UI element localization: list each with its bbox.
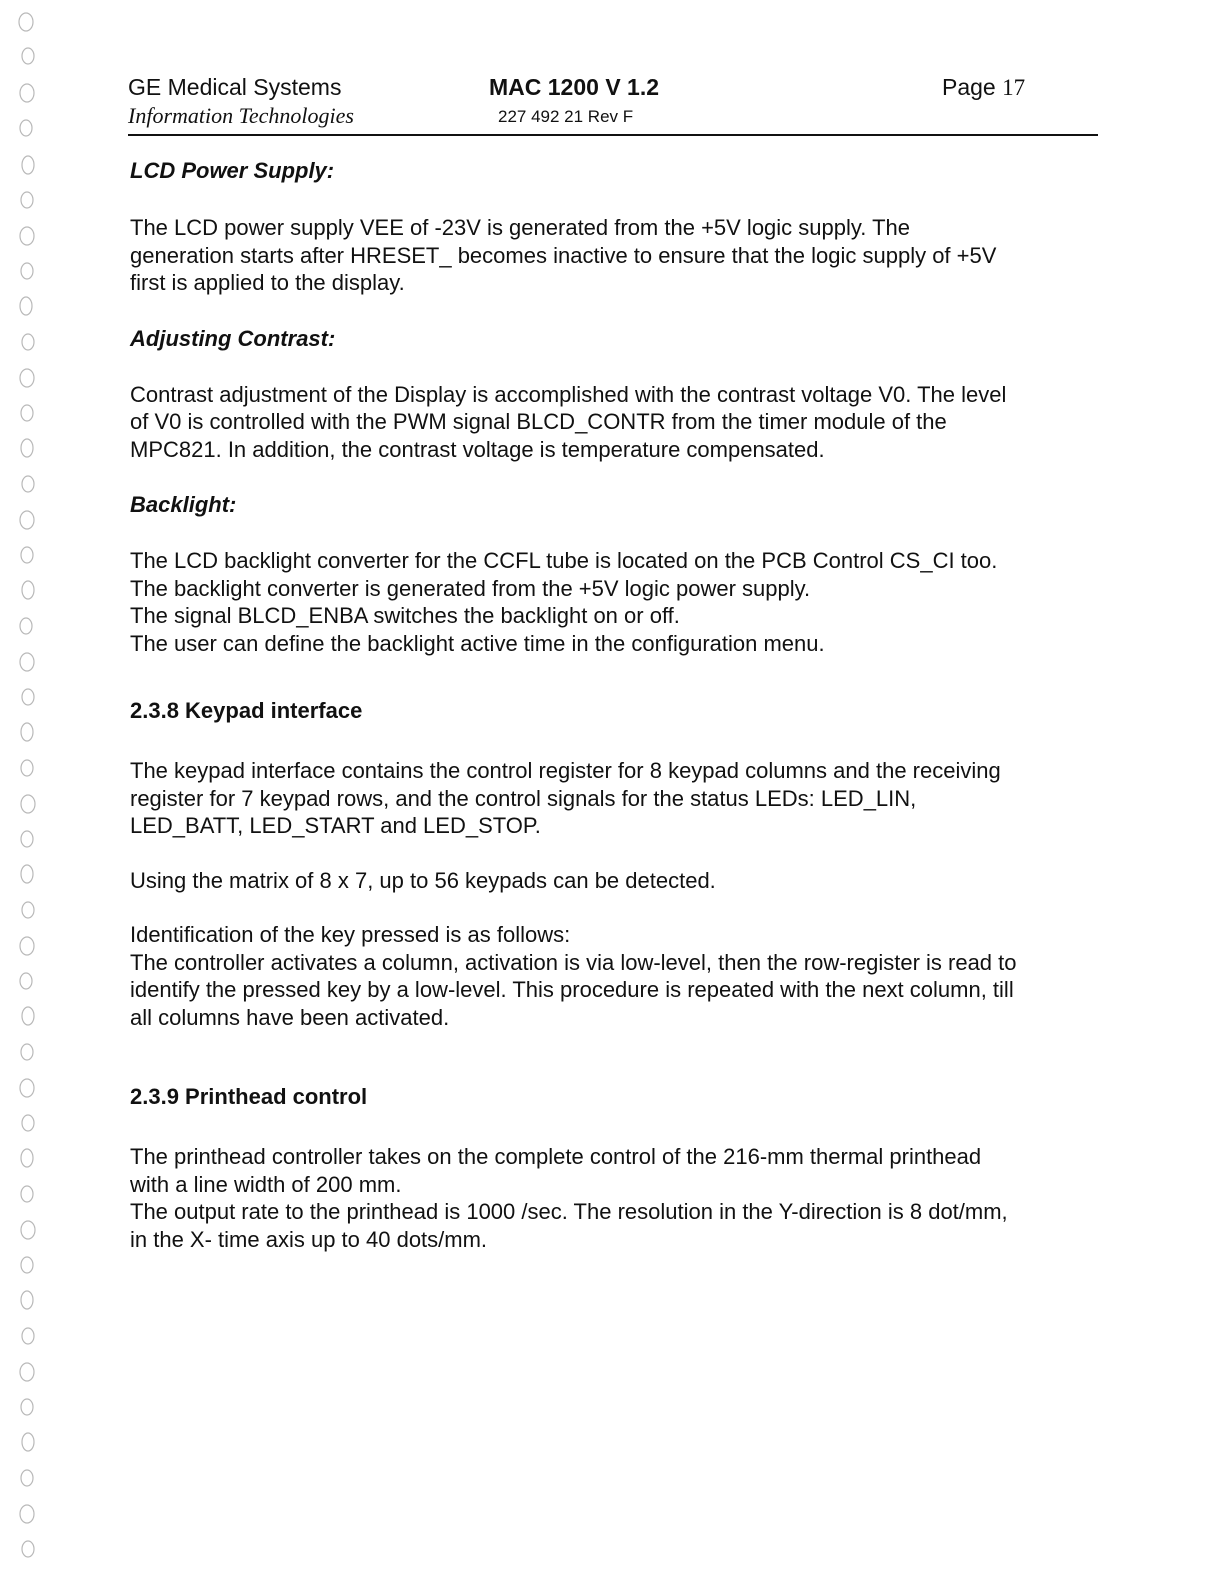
page-label: Page bbox=[942, 74, 996, 100]
paragraph-lcd-power-supply bbox=[130, 214, 1115, 297]
paragraph-keypad-matrix bbox=[130, 867, 1115, 895]
section-heading-backlight: Backlight: bbox=[130, 492, 237, 517]
text-line: The user can define the backlight active time in the configuration menu. bbox=[130, 630, 825, 656]
text-line: The LCD power supply VEE of -23V is generated from the +5V logic supply. The bbox=[130, 215, 910, 240]
page-body bbox=[130, 157, 1115, 1253]
text-line: The output rate to the printhead is 1000 /sec. The resolution in the Y-direction is 8 dot/mm, bbox=[130, 1199, 1008, 1224]
section-heading-keypad-interface: 2.3.8 Keypad interface bbox=[130, 698, 363, 723]
paragraph-printhead-control bbox=[130, 1143, 1115, 1253]
paragraph-key-identification bbox=[130, 921, 1115, 1031]
page-header bbox=[128, 72, 1098, 136]
text-line: Using the matrix of 8 x 7, up to 56 keypads can be detected. bbox=[130, 867, 716, 893]
text-line: Contrast adjustment of the Display is accomplished with the contrast voltage V0. The level bbox=[130, 381, 1007, 407]
text-line: The keypad interface contains the control register for 8 keypad columns and the receiving bbox=[130, 758, 1001, 783]
company-name: GE Medical Systems bbox=[128, 74, 342, 100]
section-heading-printhead-control: 2.3.9 Printhead control bbox=[130, 1084, 368, 1109]
text-line: LED_BATT, LED_START and LED_STOP. bbox=[130, 813, 541, 838]
page-number: 17 bbox=[1002, 75, 1026, 100]
division-name: Information Technologies bbox=[128, 103, 354, 128]
text-line: Identification of the key pressed is as follows: bbox=[130, 922, 571, 947]
text-line: The LCD backlight converter for the CCFL tube is located on the PCB Control CS_CI too. bbox=[130, 548, 998, 573]
text-line: The controller activates a column, activation is via low-level, then the row-register is read to bbox=[130, 949, 1017, 975]
text-line: MPC821. In addition, the contrast voltage is temperature compensated. bbox=[130, 436, 825, 462]
text-line: of V0 is controlled with the PWM signal BLCD_CONTR from the timer module of the bbox=[130, 409, 947, 434]
document-title: MAC 1200 V 1.2 bbox=[489, 74, 660, 100]
text-line: in the X- time axis up to 40 dots/mm. bbox=[130, 1226, 488, 1252]
paragraph-backlight bbox=[130, 547, 1115, 657]
text-line: The backlight converter is generated from the +5V logic power supply. bbox=[130, 575, 811, 601]
text-line: The signal BLCD_ENBA switches the backlight on or off. bbox=[130, 603, 680, 628]
document-number: 227 492 21 Rev F bbox=[498, 107, 634, 126]
text-line: identify the pressed key by a low-level. This procedure is repeated with the next column, till bbox=[130, 977, 1014, 1002]
text-line: all columns have been activated. bbox=[130, 1004, 450, 1030]
paragraph-adjusting-contrast bbox=[130, 381, 1115, 464]
page-indicator bbox=[942, 74, 1025, 101]
text-line: first is applied to the display. bbox=[130, 270, 405, 295]
paragraph-keypad-interface bbox=[130, 757, 1115, 840]
text-line: generation starts after HRESET_ becomes inactive to ensure that the logic supply of +5V bbox=[130, 242, 997, 268]
text-line: register for 7 keypad rows, and the control signals for the status LEDs: LED_LIN, bbox=[130, 785, 917, 811]
text-line: with a line width of 200 mm. bbox=[130, 1171, 402, 1197]
text-line: The printhead controller takes on the complete control of the 216-mm thermal printhead bbox=[130, 1144, 982, 1169]
section-heading-lcd-power-supply: LCD Power Supply: bbox=[130, 158, 335, 183]
section-heading-adjusting-contrast: Adjusting Contrast: bbox=[130, 325, 336, 351]
binder-holes-artifact bbox=[6, 0, 46, 1580]
